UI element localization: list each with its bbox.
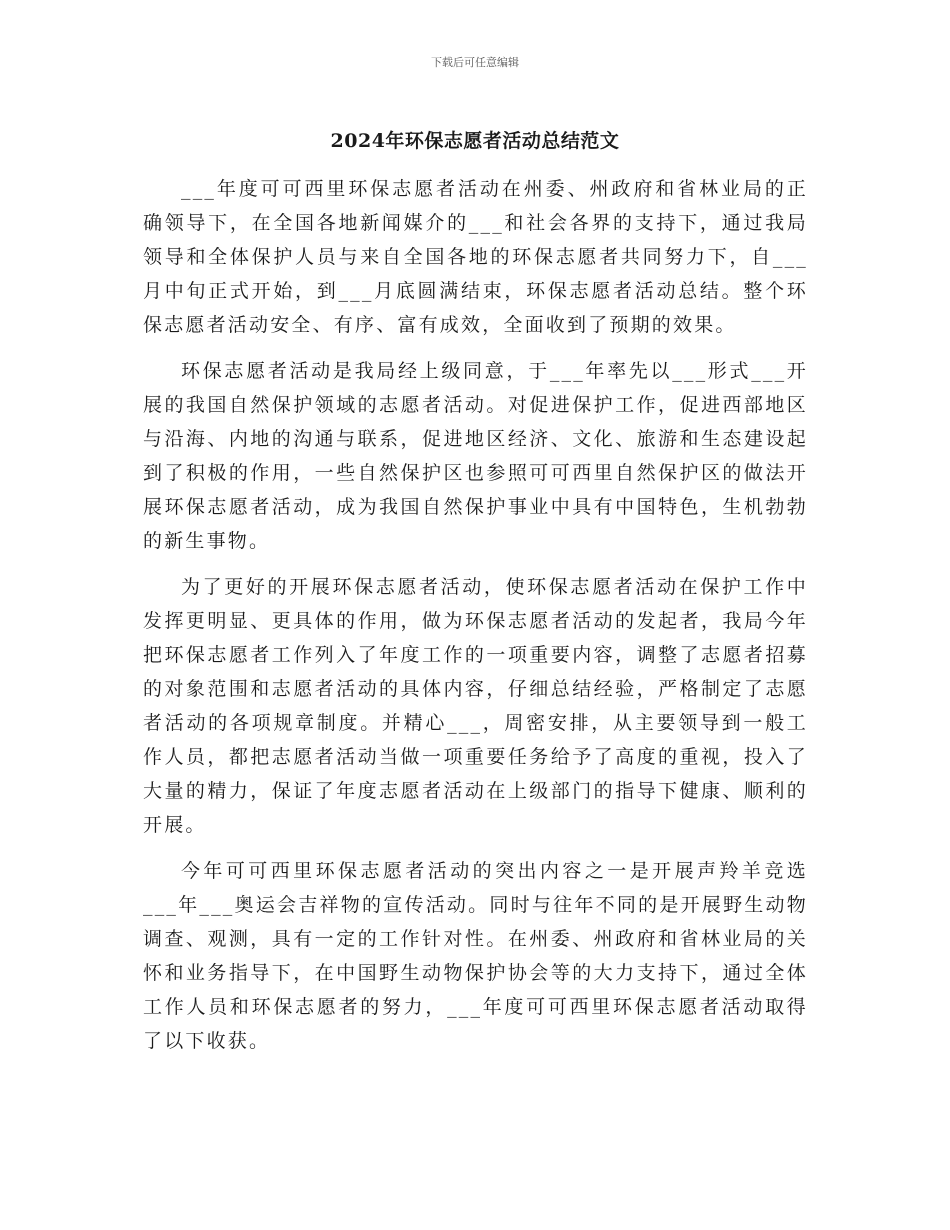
document-body <box>143 172 808 1070</box>
paragraph-4: 今年可可西里环保志愿者活动的突出内容之一是开展声羚羊竞选___年___奥运会吉祥物的宣传活动。同时与往年不同的是开展野生动物调查、观测，具有一定的工作针对性。在州委、州政府和省林业局的关怀和业务指导下，在中国野生动物保护协会等的大力支持下，通过全体工作人员和环保志愿者的努力，___年度可可西里环保志愿者活动取得了以下收获。 <box>143 860 808 1052</box>
document-title: 2024年环保志愿者活动总结范文 <box>330 130 620 152</box>
paragraph-1: ___年度可可西里环保志愿者活动在州委、州政府和省林业局的正确领导下，在全国各地新闻媒介的___和社会各界的支持下，通过我局领导和全体保护人员与来自全国各地的环保志愿者共同努力下，自___月中旬正式开始，到___月底圆满结束，环保志愿者活动总结。整个环保志愿者活动安全、有序、富有成效，全面收到了预期的效果。 <box>143 178 808 336</box>
paragraph-2: 环保志愿者活动是我局经上级同意，于___年率先以___形式___开展的我国自然保护领域的志愿者活动。对促进保护工作，促进西部地区与沿海、内地的沟通与联系，促进地区经济、文化、旅游和生态建设起到了积极的作用，一些自然保护区也参照可可西里自然保护区的做法开展环保志愿者活动，成为我国自然保护事业中具有中国特色，生机勃勃的新生事物。 <box>143 360 808 552</box>
paragraph-3: 为了更好的开展环保志愿者活动，使环保志愿者活动在保护工作中发挥更明显、更具体的作用，做为环保志愿者活动的发起者，我局今年把环保志愿者工作列入了年度工作的一项重要内容，调整了志愿者招募的对象范围和志愿者活动的具体内容，仔细总结经验，严格制定了志愿者活动的各项规章制度。并精心___，周密安排，从主要领导到一般工作人员，都把志愿者活动当做一项重要任务给予了高度的重视，投入了大量的精力，保证了年度志愿者活动在上级部门的指导下健康、顺利的开展。 <box>143 576 808 836</box>
page-header-note: 下载后可任意编辑 <box>431 56 519 69</box>
